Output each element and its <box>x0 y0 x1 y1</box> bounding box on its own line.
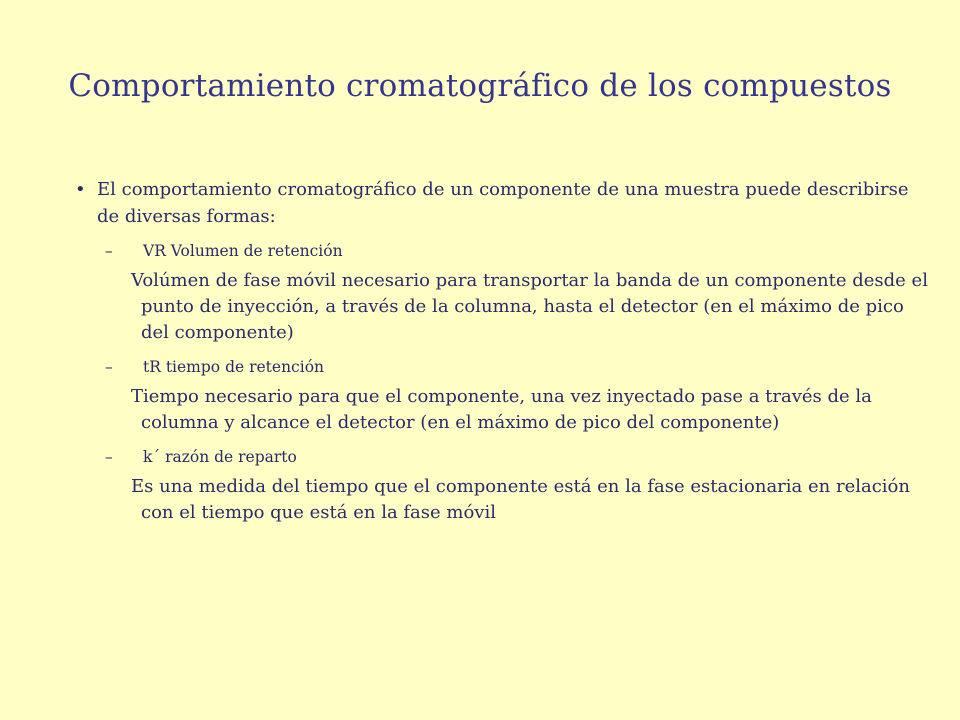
dash-marker: – <box>105 358 113 376</box>
sub-item-volumen <box>75 240 928 346</box>
sub-term: k´ razón de reparto <box>143 448 297 466</box>
sub-description: Volúmen de fase móvil necesario para transportar la banda de un componente desde el punto de inyección, a través de la columna, hasta el detector (en el máximo de pico del componente) <box>131 270 928 343</box>
dash-marker: – <box>105 242 113 260</box>
slide-content <box>75 176 928 526</box>
main-bullet <box>75 176 915 230</box>
sub-description: Es una medida del tiempo que el componente está en la fase estacionaria en relación con el tiempo que está en la fase móvil <box>131 476 910 523</box>
sub-term: tR tiempo de retención <box>143 358 325 376</box>
bullet-marker: • <box>75 179 86 200</box>
slide-title: Comportamiento cromatográfico de los compuestos <box>68 68 892 104</box>
sub-description: Tiempo necesario para que el componente, una vez inyectado pase a través de la columna y alcance el detector (en el máximo de pico del componente) <box>131 386 872 433</box>
main-bullet-text: El comportamiento cromatográfico de un componente de una muestra puede describirse de diversas formas: <box>97 179 909 227</box>
sub-term-row <box>75 446 915 468</box>
sub-term-row <box>75 240 915 262</box>
sub-item-razon <box>75 446 915 526</box>
dash-marker: – <box>105 448 113 466</box>
sub-term: VR Volumen de retención <box>143 242 343 260</box>
sub-item-tiempo <box>75 356 915 436</box>
sub-term-row <box>75 356 915 378</box>
